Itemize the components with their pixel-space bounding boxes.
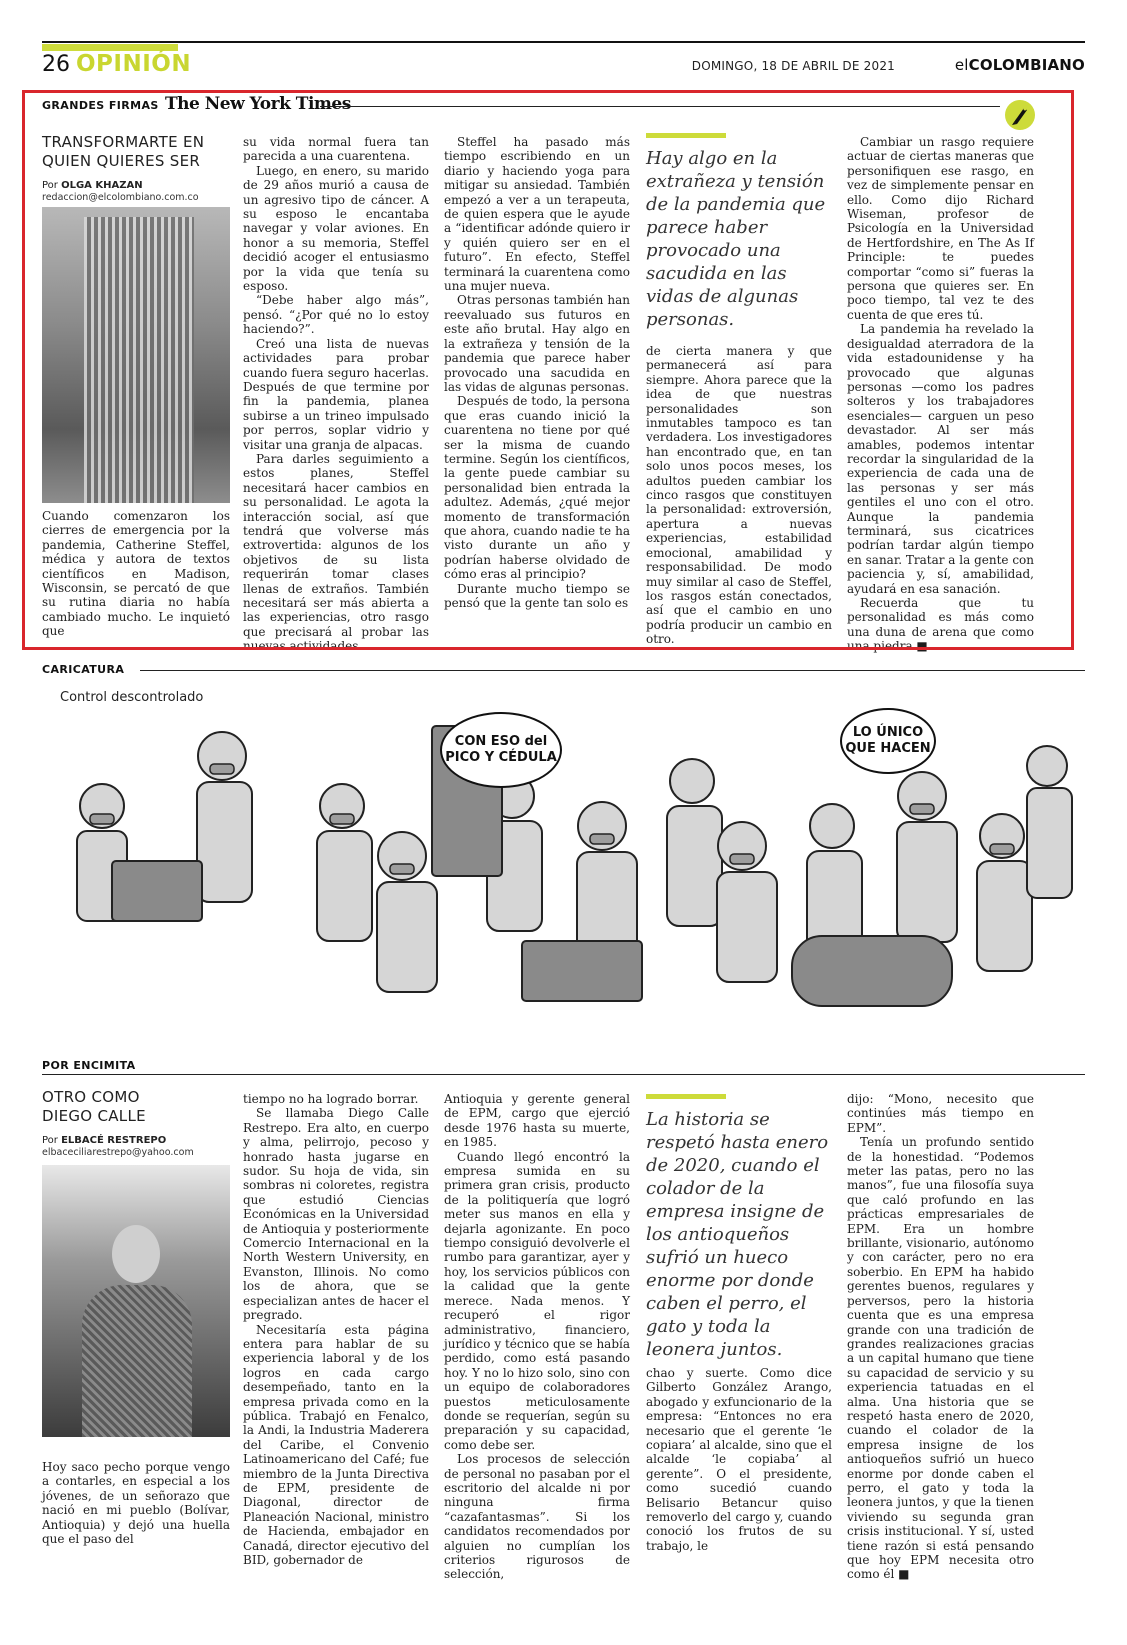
article-title-line-1: OTRO COMO: [42, 1088, 140, 1106]
partner-logo: The New York Times: [165, 94, 351, 114]
article-title: [42, 1088, 146, 1126]
paragraph: Necesitaría esta página entera para hablar de su experiencia laboral y de los logros en cada cargo desempeñado, tanto en la empresa privada como en la pública. Trabajó en Fenalco, la Andi, la Industria Maderera del Caribe, el Convenio Latinoamericano del Café; fue miembro de la Junta Directiva de EPM, presidente de Diagonal, director de Planeación Nacional, ministro de Hacienda, embajador en Canadá, director ejecutivo del BID, gobernador de: [243, 1322, 429, 1567]
logo-prefix: el: [954, 56, 969, 74]
paragraph: Cuando llegó encontró la empresa sumida en su primera gran crisis, producto de la politiquería que logró meter sus manos en ella y dejarla agonizante. En poco tiempo consiguió devolverle el rumbo para garantizar, ayer y hoy, los servicios públicos con la calidad que la gente merece. Nada menos. Y recuperó el rigor administrativo, financiero, jurídico y técnico que se había perdido, como está pasando hoy. Y no lo hizo solo, sino con un equipo de colaboradores puestos meticulosamente donde se requerían, según su preparación y su capacidad, como debe ser.: [444, 1149, 630, 1452]
paragraph: Los procesos de selección de personal no pasaban por el escritorio del alcalde ni por ninguna firma “cazafantasmas”. Si los candidatos recomendados por alguien no cumplían los criterios rigurosos de selección,: [444, 1452, 630, 1582]
paragraph: Hoy saco pecho porque vengo a contarles, en especial a los jóvenes, de un señorazo que nació en mi pueblo (Bolívar, Antioquia) y dejó una huella que el paso del: [42, 1460, 230, 1547]
logo-name: COLOMBIANO: [968, 56, 1085, 74]
page-number: 26: [42, 52, 70, 77]
paragraph: Durante mucho tiempo se pensó que la gente tan solo es: [444, 581, 630, 610]
paragraph: Creó una lista de nuevas actividades para probar cuando fuera seguro hacerlas. Después de que termine por fin la pandemia, planea subirse a un trineo impulsado por perros, soplar vidrio y visitar una granja de alpacas.: [243, 336, 429, 452]
speech-bubble-right: LO ÚNICO QUE HACEN: [840, 708, 936, 774]
paragraph: de cierta manera y que permanecerá así para siempre. Ahora parece que la idea de que nuestras personalidades son inmutables tampoco es tan verdadera. Los investigadores han encontrado que, en tan solo unos pocos meses, los adultos pueden cambiar los cinco rasgos que constituyen la personalidad: extroversión, apertura a nuevas experiencias, estabilidad emocional, amabilidad y responsabilidad. De modo muy similar al caso de Steffel, los rasgos están conectados, así que el cambio en uno podría producir un cambio en otro.: [646, 344, 832, 647]
author-email: elbaceciliarestrepo@yahoo.com: [42, 1147, 194, 1158]
paragraph: Tenía un profundo sentido de la honestidad. “Podemos meter las patas, pero no las manos”, fue una filosofía suya que caló profundo en las prácticas empresariales de EPM. Era un hombre brillante, visionario, autónomo y con carácter, pero no era soberbio. En EPM ha habido gerentes buenos, regulares y perversos, pero la historia cuenta que es una empresa grande con una tradición de grandes realizaciones gracias a un capital humano que tiene su capacidad de servicio y su experiencia tatuadas en el alma. Una historia que se respetó hasta enero de 2020, cuando el colador de la empresa insigne de los antioqueños sufrió un hueco enorme por donde caben el perro, el gato y toda la leonera juntos, y que la tienen viviendo su segunda gran crisis institucional. Y sí, usted tiene razón si está pensando que hoy EPM necesita otro como él ■: [847, 1135, 1035, 1582]
paragraph: La pandemia ha revelado la desigualdad aterradora de la vida estadounidense y ha provocado que algunas personas —como los padres solteros y los trabajadores esenciales— carguen un peso devastador. Al ser más amables, podemos intentar recordar la singularidad de la experiencia de cada una de las personas y ser más gentiles el uno con el otro. Aunque la pandemia terminará, sus cicatrices podrían tardar algún tiempo en sanar. Tratar a la gente con paciencia y, sí, amabilidad, ayudará en esa sanación.: [847, 322, 1035, 596]
author-email: redaccion@elcolombiano.com.co: [42, 192, 199, 203]
article-title-line-1: TRANSFORMARTE EN: [42, 133, 205, 151]
caricature-caption: Control descontrolado: [60, 690, 204, 705]
paragraph: Recuerda que tu personalidad es más como una duna de arena que como una piedra ■: [847, 596, 1034, 654]
article-column-1: [42, 1460, 230, 1546]
highlight-frame: [22, 90, 1074, 650]
article-column-4: [646, 1366, 832, 1553]
article-title-line-2: DIEGO CALLE: [42, 1107, 146, 1125]
article-column-2: [243, 1092, 429, 1567]
section-label-por-encimita: POR ENCIMITA: [42, 1059, 136, 1072]
section-rule: [140, 670, 1085, 671]
author-name: ELBACÉ RESTREPO: [61, 1135, 167, 1146]
section-label-grandes-firmas: GRANDES FIRMAS: [42, 99, 159, 112]
paragraph: Después de todo, la persona que eras cuando inició la cuarentena no tiene por qué ser la misma de cuando termine. Según los científicos, la gente puede cambiar su personalidad bien entrada la adultez. Además, ¿qué mejor momento de transformación que ahora, cuando nadie te ha visto durante un año y podrían haberse olvidado de cómo eras al principio?: [444, 394, 630, 582]
paragraph: Se llamaba Diego Calle Restrepo. Era alto, en cuerpo y alma, pelirrojo, pecoso y honrado hasta jugarse en sudor. Su hoja de vida, sin sombras ni coloretes, registra que estudió Ciencias Económicas en la Universidad de Antioquia y posteriormente Comercio Internacional en la North Western University, en Evanston, Illinois. No como los de ahora, que se especializan antes de hacer el pregrado.: [243, 1106, 429, 1323]
paragraph: Luego, en enero, su marido de 29 años murió a causa de un agresivo tipo de cáncer. A su esposo le encantaba navegar y volar aviones. En honor a su memoria, Steffel decidió acoger el entusiasmo por la vida que tenía su esposo.: [243, 163, 429, 294]
paragraph: tiempo no ha logrado borrar.: [243, 1092, 419, 1106]
byline-prefix: Por: [42, 180, 58, 191]
paragraph: “Debe haber algo más”, pensó. “¿Por qué no lo estoy haciendo?”.: [243, 293, 429, 337]
paragraph: Steffel ha pasado más tiempo escribiendo en un diario y haciendo yoga para mitigar su ansiedad. También empezó a ver a un terapeuta, de quien espera que le ayude a “identificar adónde quiero ir y quién quiero ser en el futuro”. En efecto, Steffel terminará la cuarentena como una mujer nueva.: [444, 135, 630, 294]
section-accent-bar: [42, 44, 178, 51]
pull-quote: La historia se respetó hasta enero de 2020, cuando el colador de la empresa insigne de los antioqueños sufrió un hueco enorme por donde caben el perro, el gato y toda la leonera juntos.: [646, 1109, 829, 1360]
article-column-5: [847, 1092, 1034, 1582]
section-label-caricatura: CARICATURA: [42, 663, 125, 676]
paragraph: chao y suerte. Como dice Gilberto González Arango, abogado y exfuncionario de la empresa: “Entonces no era necesario que el gerente ‘le copiara’ al alcalde, sino que el alcalde ‘le copiaba’ al gerente”. O el presidente, como sucedió cuando Belisario Betancur quiso removerlo del cargo y, cuando conoció los frutos de su trabajo, le: [646, 1366, 832, 1553]
quote-accent-bar: [646, 1094, 726, 1099]
paragraph: su vida normal fuera tan parecida a una cuarentena.: [243, 135, 429, 164]
article-title-line-2: QUIEN QUIERES SER: [42, 152, 201, 170]
paragraph: Cambiar un rasgo requiere actuar de ciertas maneras que personifiquen ese rasgo, en vez de simplemente pensar en ello. Como dijo Richard Wiseman, profesor de Psicología en la Universidad de Hertfordshire, en The As If Principle: te puedes comportar “como si” fueras la persona que quieres ser. En poco tiempo, tal vez te des cuenta de que eres tú.: [847, 135, 1034, 322]
issue-date: DOMINGO, 18 DE ABRIL DE 2021: [691, 59, 895, 73]
byline: [42, 1135, 166, 1146]
article-column-3: [444, 1092, 630, 1582]
header-rule: [42, 41, 1085, 43]
paragraph: Para darles seguimiento a estos planes, Steffel necesitará hacer cambios en su personalidad. Le agota la interacción social, así que tendrá que volverse más extrovertida: algunos de los objetivos de su lista requerirán tomar clases llenas de extraños. También necesitará ser más abierta a las experiencias, otro rasgo que precisará al probar las nuevas actividades.: [243, 451, 429, 654]
pull-quote: Hay algo en la extrañeza y tensión de la pandemia que parece haber provocado una sacudida en las vidas de algunas personas.: [646, 148, 826, 330]
newspaper-logo: [955, 56, 1085, 74]
section-rule: [42, 1074, 1085, 1075]
author-photo: [42, 1165, 230, 1437]
paragraph: Antioquia y gerente general de EPM, cargo que ejerció desde 1976 hasta su muerte, en 1985.: [444, 1092, 630, 1150]
author-name: OLGA KHAZAN: [61, 180, 143, 191]
paragraph: dijo: “Mono, necesito que continúes más tiempo en EPM”.: [847, 1092, 1034, 1135]
paragraph: Otras personas también han reevaluado sus futuros en este año brutal. Hay algo en la extrañeza y tensión de la pandemia que parece haber provocado una sacudida en las vidas de algunas personas.: [444, 293, 630, 394]
section-title: OPINIÓN: [76, 51, 192, 77]
speech-bubble-left: CON ESO del PICO Y CÉDULA: [440, 712, 562, 788]
byline-prefix: Por: [42, 1135, 58, 1146]
paragraph: Cuando comenzaron los cierres de emergencia por la pandemia, Catherine Steffel, médica y autora de textos científicos en Madison, Wisconsin, se percató de que su rutina diaria no había cambiado mucho. Le inquietó que: [42, 509, 230, 639]
